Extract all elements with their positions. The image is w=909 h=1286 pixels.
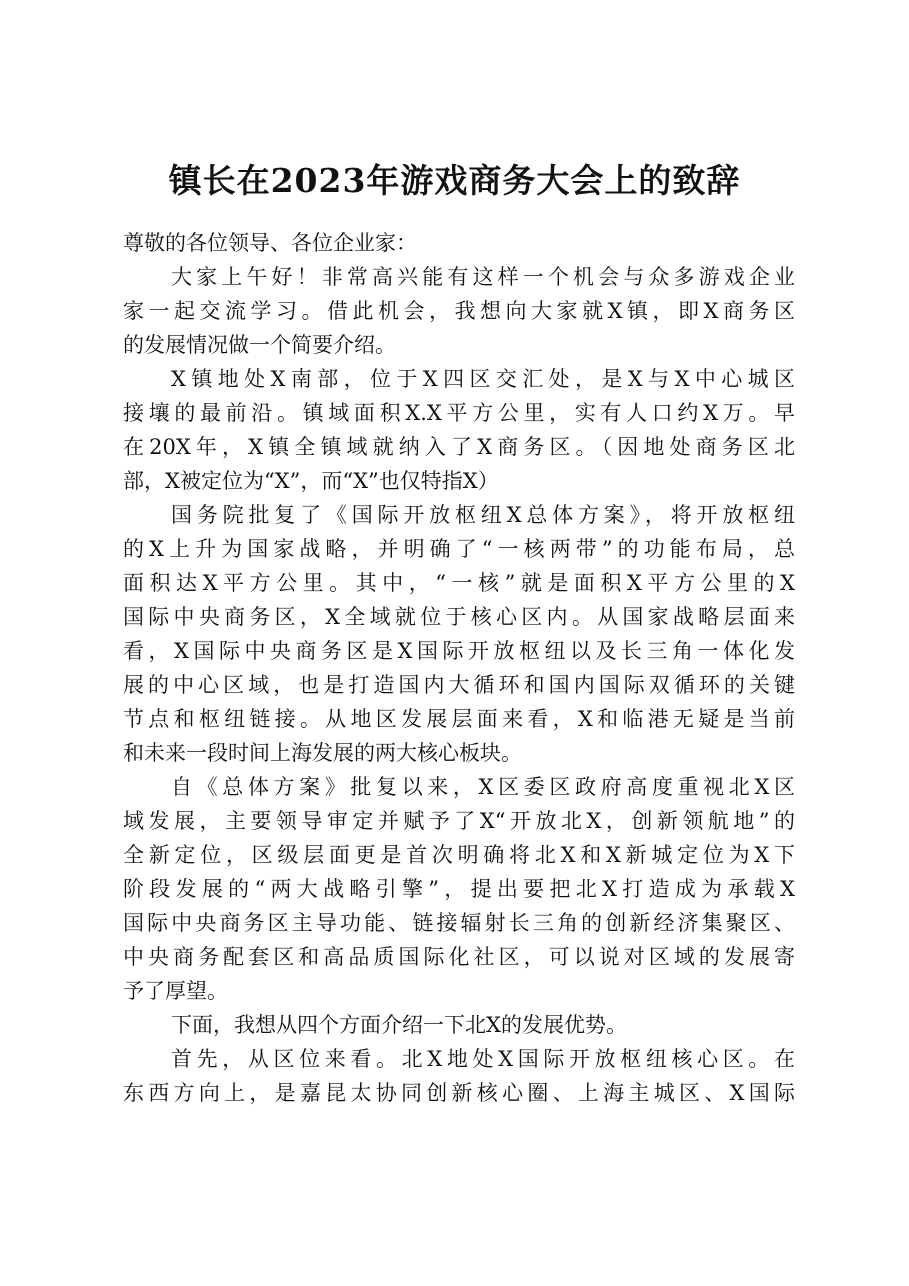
- text-line: 大家上午好！非常高兴能有这样一个机会与众多游戏企业: [171, 265, 795, 289]
- text-line: 尊敬的各位领导、各位企业家：: [123, 231, 417, 255]
- text-line: 予了厚望。: [123, 979, 228, 1003]
- text-line: 全新定位，区级层面更是首次明确将北X和X新城定位为X下: [123, 843, 795, 867]
- text-line: 展的中心区域，也是打造国内大循环和国内国际双循环的关键: [123, 673, 795, 697]
- text-line: 下面，我想从四个方面介绍一下北X的发展优势。: [171, 1013, 627, 1037]
- text-line: 国际中央商务区主导功能、链接辐射长三角的创新经济集聚区、: [123, 911, 795, 935]
- text-line: 阶段发展的“两大战略引擎”，提出要把北X打造成为承载X: [123, 877, 795, 901]
- text-line: 家一起交流学习。借此机会，我想向大家就X镇，即X商务区: [123, 299, 795, 323]
- text-line: 接壤的最前沿。镇域面积X.X平方公里，实有人口约X万。早: [123, 401, 795, 425]
- text-line: 在20X年，X镇全镇域就纳入了X商务区。（因地处商务区北: [123, 435, 795, 459]
- text-line: 域发展，主要领导审定并赋予了X“开放北X，创新领航地”的: [123, 809, 795, 833]
- document-body: [123, 226, 795, 1110]
- text-line: 节点和枢纽链接。从地区发展层面来看，X和临港无疑是当前: [123, 707, 795, 731]
- text-line: 看，X国际中央商务区是X国际开放枢纽以及长三角一体化发: [123, 639, 795, 663]
- text-line: 的X上升为国家战略，并明确了“一核两带”的功能布局，总: [123, 537, 795, 561]
- text-line: 部，X被定位为“X”，而“X”也仅特指X）: [123, 469, 499, 493]
- text-line: 中央商务配套区和高品质国际化社区，可以说对区域的发展寄: [123, 945, 795, 969]
- text-line: 国务院批复了《国际开放枢纽X总体方案》，将开放枢纽: [171, 503, 795, 527]
- text-line: X镇地处X南部，位于X四区交汇处，是X与X中心城区: [171, 367, 795, 391]
- text-line: 首先，从区位来看。北X地处X国际开放枢纽核心区。在: [171, 1047, 795, 1071]
- text-line: 和未来一段时间上海发展的两大核心板块。: [123, 741, 522, 765]
- text-line: 面积达X平方公里。其中，“一核”就是面积X平方公里的X: [123, 571, 795, 595]
- text-line: 自《总体方案》批复以来，X区委区政府高度重视北X区: [171, 775, 795, 799]
- text-line: 东西方向上，是嘉昆太协同创新核心圈、上海主城区、X国际: [123, 1081, 795, 1105]
- text-line: 的发展情况做一个简要介绍。: [123, 333, 396, 357]
- document-title: 镇长在2023年游戏商务大会上的致辞: [168, 161, 741, 200]
- text-line: 国际中央商务区，X全域就位于核心区内。从国家战略层面来: [123, 605, 795, 629]
